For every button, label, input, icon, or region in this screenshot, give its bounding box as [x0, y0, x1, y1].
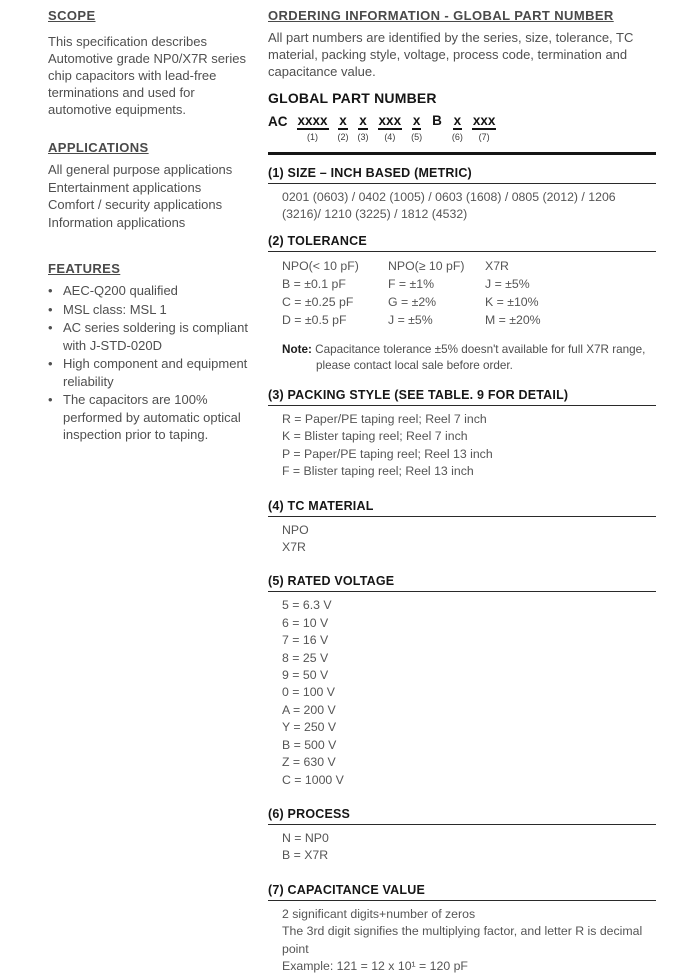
scope-section	[48, 8, 254, 118]
section-process	[268, 804, 656, 865]
section-title: (5) RATED VOLTAGE	[268, 571, 656, 592]
table-cell: G = ±2%	[388, 295, 437, 309]
list-item: 9 = 50 V	[282, 668, 329, 683]
list-item: Information applications	[48, 214, 186, 230]
list-item: • AEC-Q200 qualified	[48, 282, 254, 300]
tolerance-column	[282, 257, 388, 329]
section-size	[268, 163, 656, 223]
section-title: (4) TC MATERIAL	[268, 496, 656, 517]
list-item: P = Paper/PE taping reel; Reel 13 inch	[282, 446, 493, 461]
table-cell: J = ±5%	[388, 313, 433, 327]
list-item: Entertainment applications	[48, 179, 202, 195]
part-number-segment: xxx (4)	[378, 113, 402, 142]
list-item: B = X7R	[282, 848, 329, 863]
list-item: • AC series soldering is compliant with J-STD-020D	[48, 319, 254, 354]
table-cell: B = ±0.1 pF	[282, 277, 346, 291]
section-capacitance-value	[268, 880, 656, 975]
list-item: 6 = 10 V	[282, 615, 329, 630]
part-number-segment: xxx (7)	[472, 113, 496, 142]
ordering-information-column	[268, 8, 656, 975]
note-label: Note:	[282, 343, 312, 356]
applications-heading: APPLICATIONS	[48, 140, 149, 155]
applications-section	[48, 140, 254, 231]
list-item: 5 = 6.3 V	[282, 598, 332, 613]
scope-text: This specification describes Automotive grade NP0/X7R series chip capacitors with lead-free terminations and used for automotive equipments.	[48, 34, 246, 117]
note-text: please contact local sale before order.	[316, 358, 513, 372]
part-number-segment: x (3)	[357, 113, 369, 142]
section-tolerance	[268, 231, 656, 373]
table-cell: F = ±1%	[388, 277, 435, 291]
section-tc-material	[268, 496, 656, 557]
tolerance-column	[388, 257, 485, 329]
tolerance-note	[282, 342, 656, 373]
left-column	[48, 8, 254, 975]
tolerance-table	[282, 257, 656, 329]
section-line: 0201 (0603) / 0402 (1005) / 0603 (1608) / 0805 (2012) / 1206 (3216)/ 1210 (3225) / 1812 (4532)	[282, 190, 616, 221]
tolerance-column	[485, 257, 541, 329]
column-header: NPO(≥ 10 pF)	[388, 259, 465, 273]
table-cell: M = ±20%	[485, 313, 541, 327]
list-item: C = 1000 V	[282, 772, 344, 787]
section-title: (7) CAPACITANCE VALUE	[268, 880, 656, 901]
features-section	[48, 261, 254, 444]
part-number-segment: xxxx (1)	[297, 113, 328, 142]
list-item: Y = 250 V	[282, 720, 337, 735]
part-number-prefix: AC	[268, 114, 288, 129]
part-number-segment: x (2)	[337, 113, 349, 142]
note-text: Capacitance tolerance ±5% doesn't available for full X7R range,	[315, 343, 646, 356]
part-number-diagram	[268, 114, 656, 142]
list-item: Comfort / security applications	[48, 197, 223, 212]
list-item: 2 significant digits+number of zeros	[282, 906, 476, 921]
list-item: K = Blister taping reel; Reel 7 inch	[282, 429, 468, 444]
part-number-segment: x (5)	[411, 113, 423, 142]
list-item: N = NP0	[282, 830, 329, 845]
column-header: NPO(< 10 pF)	[282, 259, 359, 273]
part-number-segment: x (6)	[451, 113, 463, 142]
part-number-segment: B	[432, 113, 442, 128]
list-item: • High component and equipment reliability	[48, 355, 254, 390]
list-item: The 3rd digit signifies the multiplying factor, and letter R is decimal point	[282, 924, 643, 956]
list-item: 7 = 16 V	[282, 633, 329, 648]
scope-heading: SCOPE	[48, 8, 96, 23]
list-item: • The capacitors are 100% performed by automatic optical inspection prior to taping.	[48, 391, 254, 444]
divider	[268, 152, 656, 155]
list-item: • MSL class: MSL 1	[48, 301, 254, 319]
table-cell: K = ±10%	[485, 295, 539, 309]
list-item: Example: 121 = 12 x 10¹ = 120 pF	[282, 958, 468, 973]
ordering-information-heading: ORDERING INFORMATION - GLOBAL PART NUMBER	[268, 8, 614, 23]
list-item: A = 200 V	[282, 702, 336, 717]
list-item: NPO	[282, 522, 309, 537]
global-part-number-subheading: GLOBAL PART NUMBER	[268, 90, 437, 106]
section-title: (3) PACKING STYLE (SEE TABLE. 9 FOR DETAIL)	[268, 385, 656, 406]
features-heading: FEATURES	[48, 261, 121, 276]
column-header: X7R	[485, 259, 509, 273]
list-item: R = Paper/PE taping reel; Reel 7 inch	[282, 412, 487, 426]
list-item: Z = 630 V	[282, 755, 336, 770]
ordering-intro-text: All part numbers are identified by the series, size, tolerance, TC material, packing style, voltage, process code, termination and capacitance value.	[268, 30, 634, 79]
features-list	[48, 282, 254, 444]
list-item: 0 = 100 V	[282, 685, 335, 700]
section-title: (1) SIZE – INCH BASED (METRIC)	[268, 163, 656, 184]
list-item: 8 = 25 V	[282, 650, 329, 665]
section-packing-style	[268, 385, 656, 481]
section-title: (2) TOLERANCE	[268, 231, 656, 252]
table-cell: C = ±0.25 pF	[282, 295, 354, 309]
list-item: B = 500 V	[282, 737, 337, 752]
table-cell: D = ±0.5 pF	[282, 313, 347, 327]
section-title: (6) PROCESS	[268, 804, 656, 825]
applications-list	[48, 161, 254, 231]
list-item: X7R	[282, 540, 306, 555]
list-item: All general purpose applications	[48, 162, 233, 177]
table-cell: J = ±5%	[485, 277, 530, 291]
section-rated-voltage	[268, 571, 656, 788]
list-item: F = Blister taping reel; Reel 13 inch	[282, 464, 474, 479]
